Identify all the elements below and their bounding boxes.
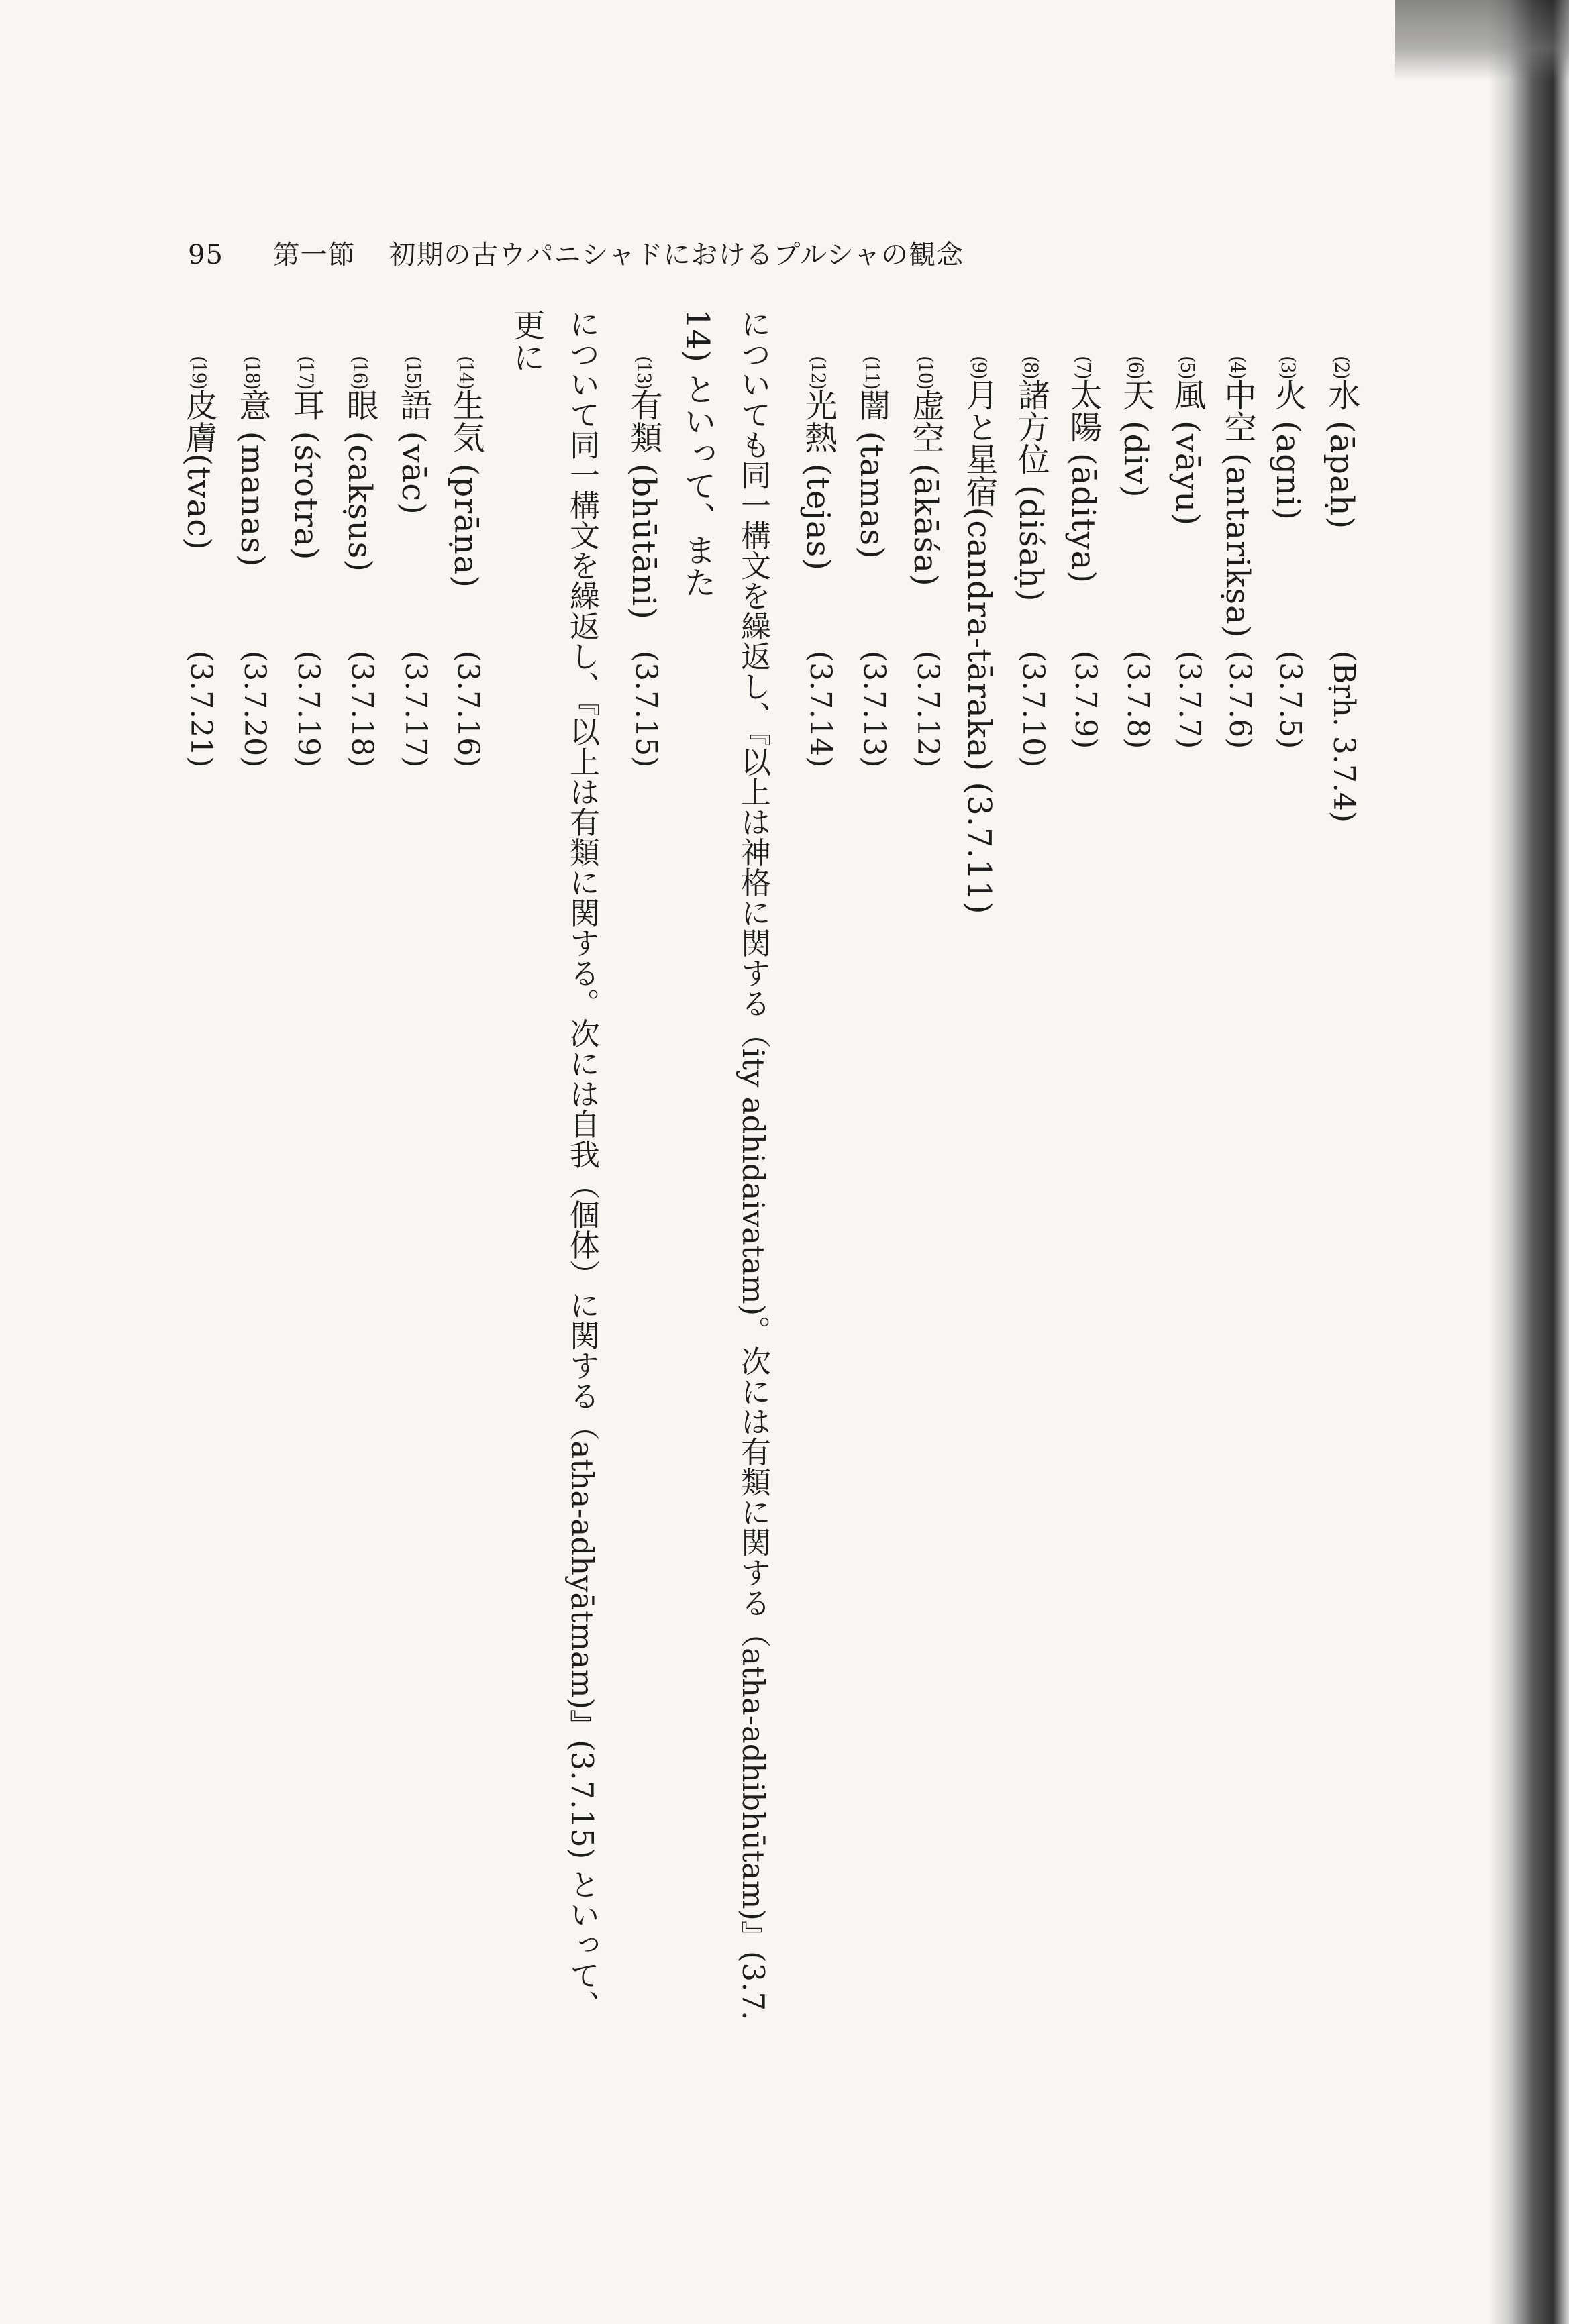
list-item: (14)生気 (prāṇa) [447,356,485,589]
page-corner-shadow [1395,0,1569,81]
list-item: (19)皮膚(tvac) [180,356,217,551]
citation: (3.7.15) [629,651,663,768]
list-item: (4)中空 (antarikṣa) [1219,356,1256,639]
citation: (3.7.6) [1223,651,1257,749]
citation: (3.7.9) [1068,651,1103,749]
body-text: についても同一構文を繰返し、『以上は神格に関する（ity adhidaivatam)。次には有類に関する（atha-adhibhūtam)』(3.7. [736,309,771,2021]
list-item: (16)眼 (cakṣus) [341,356,378,572]
page-edge-shadow [1488,0,1569,2324]
list-item: (17)耳 (śrotra) [287,356,325,561]
list-item: (8)諸方位 (diśaḥ) [1012,356,1050,602]
body-text: 更に [507,309,545,373]
body-text: について同一構文を繰返し、『以上は有類に関する。次には自我（個体）に関する（atha-adhyātmam)』(3.7.15) といって、 [564,309,600,2020]
list-item: (13)有類 (bhūtāni) [625,356,662,620]
list-item: (12)光熱 (tejas) [799,356,837,572]
list-item: (7)太陽 (āditya) [1064,356,1102,584]
citation: (3.7.17) [399,651,433,768]
list-item: (2)水 (āpaḥ) [1323,356,1360,530]
list-item: (15)語 (vāc) [395,356,432,515]
citation: (Bṛh. 3.7.4) [1327,651,1361,823]
citation: (3.7.10) [1016,651,1050,768]
citation: (3.7.14) [803,651,838,768]
citation: (3.7.21) [184,651,218,768]
list-item: (18)意 (manas) [234,356,271,568]
running-head [188,233,964,272]
citation: (3.7.12) [911,651,945,768]
list-item: (3)火 (agni) [1269,356,1307,521]
list-item: (10)虚空 (ākāśa) [907,356,944,587]
citation: (3.7.19) [291,651,325,768]
list-item: (6)天 (div) [1117,356,1154,498]
citation: (3.7.18) [345,651,379,768]
list-item: (11)闇 (tamas) [853,356,891,560]
section-title: 初期の古ウパニシャドにおけるプルシャの観念 [389,240,964,270]
citation: (3.7.20) [238,651,272,768]
section-label: 第一節 [272,240,356,270]
citation: (3.7.13) [857,651,891,768]
citation: (3.7.5) [1273,651,1307,749]
list-item: (5)風 (vāyu) [1168,356,1206,527]
list-item: (9)月と星宿(candra-tāraka) (3.7.11) [960,356,998,915]
body-text: 14) といって、また [678,309,716,598]
citation: (3.7.8) [1121,651,1155,749]
citation: (3.7.7) [1172,651,1207,749]
page-number: 95 [188,240,223,270]
citation: (3.7.16) [451,651,485,768]
